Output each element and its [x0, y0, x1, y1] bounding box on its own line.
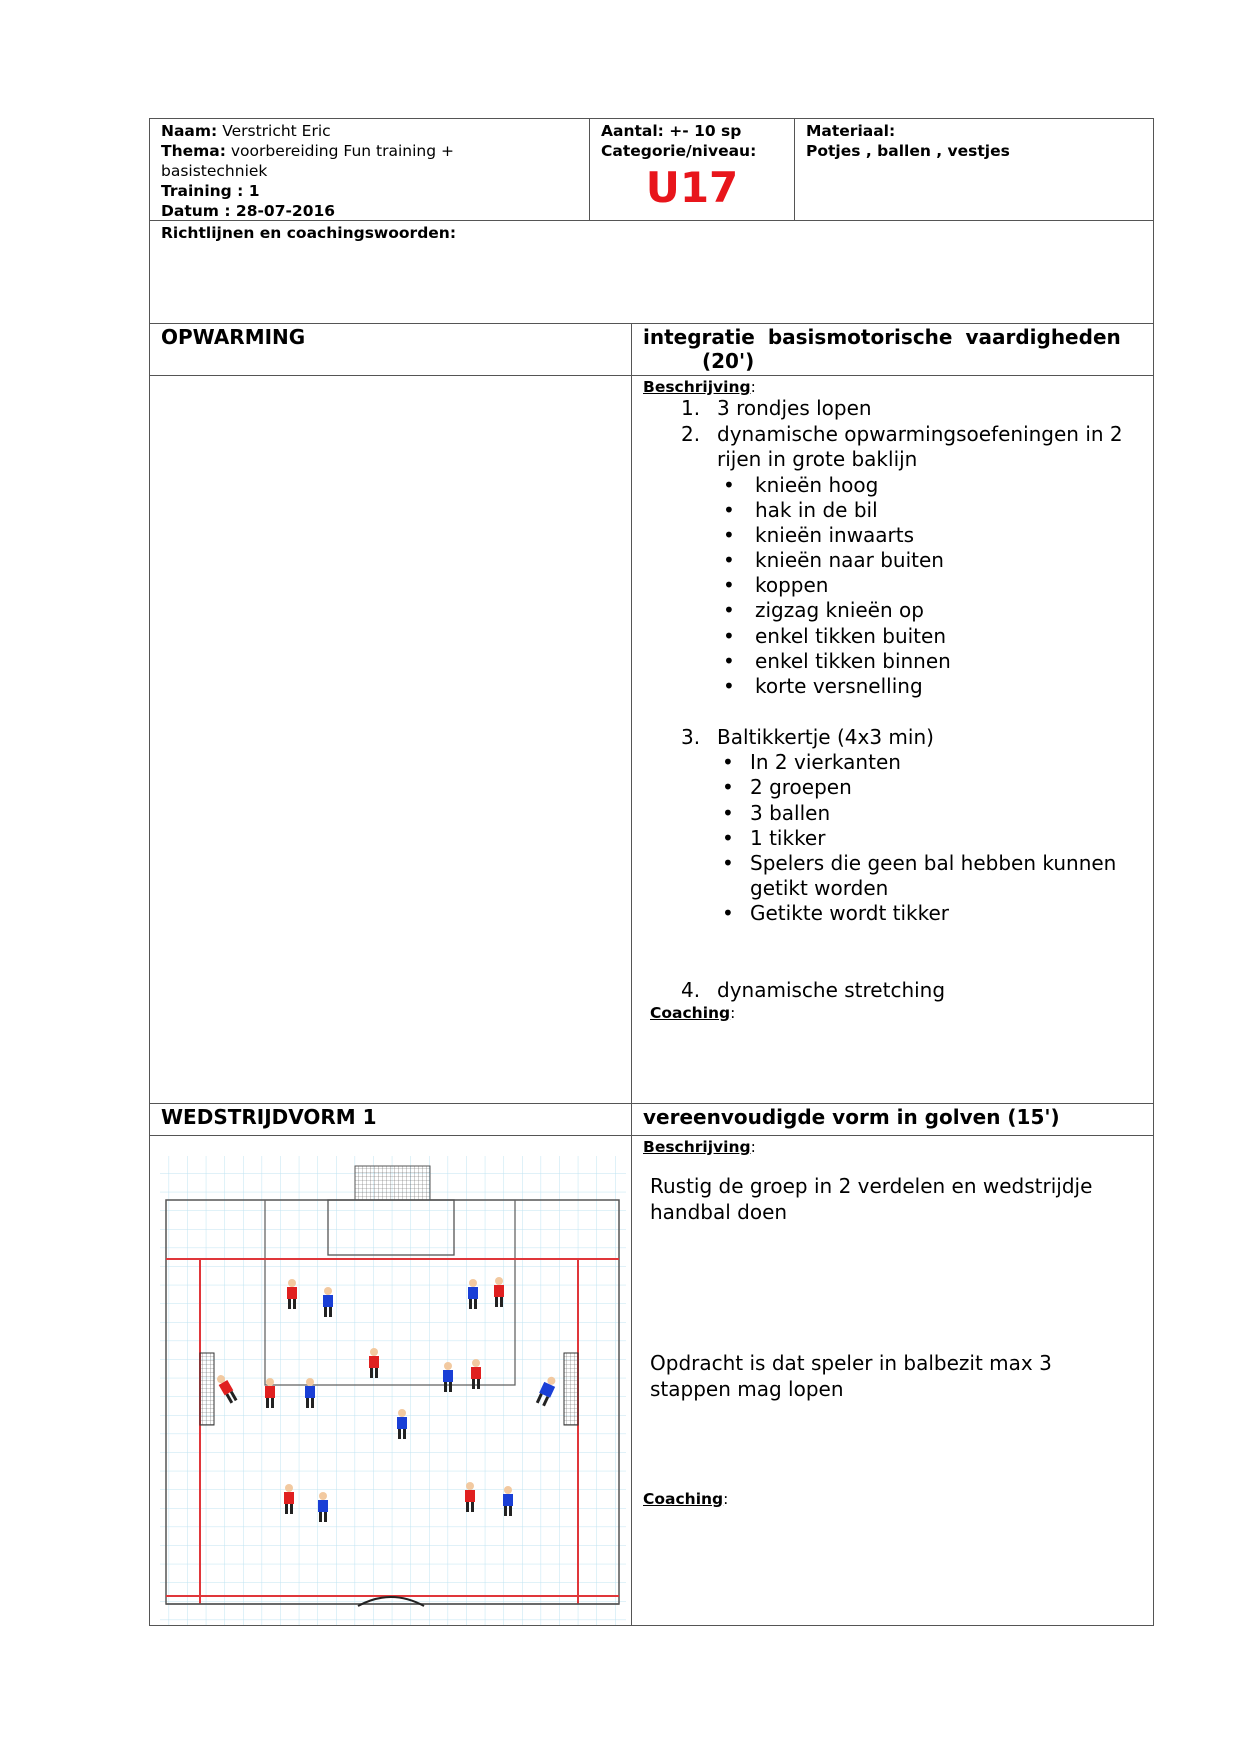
top-goal [355, 1166, 430, 1200]
bullet-text: 1 tikker [750, 825, 826, 850]
wedstrijdvorm-subtitle: vereenvoudigde vorm in golven (15') [643, 1105, 1060, 1129]
niveau: U17 [645, 163, 739, 212]
materiaal-cell [794, 118, 1154, 221]
diagram-cell [149, 1135, 632, 1626]
colon: : [730, 1004, 736, 1022]
bullet-item: • enkel tikken buiten [723, 623, 947, 648]
bullet-text: enkel tikken binnen [755, 648, 951, 673]
naam-label: Naam: [161, 122, 218, 140]
bullet-text: koppen [755, 573, 829, 598]
opwarming-content-cell [631, 375, 1154, 1104]
bullet-item: • Spelers die geen bal hebben kunnen [722, 850, 1117, 875]
instruction-line: Opdracht is dat speler in balbezit max 3 [650, 1351, 1052, 1375]
bullet-text: knieën naar buiten [755, 548, 944, 573]
item-number: 4. [681, 977, 701, 1002]
bullet-item: • knieën naar buiten [723, 548, 944, 573]
colon: : [723, 1490, 729, 1508]
list-item [632, 447, 1155, 473]
beschrijving-label: Beschrijving [643, 1138, 751, 1156]
datum: Datum : 28-07-2016 [161, 202, 336, 220]
bullet-text: Spelers die geen bal hebben kunnen [750, 850, 1117, 875]
beschrijving-label: Beschrijving [643, 378, 751, 396]
colon: : [750, 378, 756, 396]
left-goal [200, 1353, 214, 1425]
bullet-item: • 3 ballen [722, 800, 831, 825]
bullet-text: Getikte wordt tikker [750, 901, 950, 926]
training-sheet [149, 118, 1154, 1626]
bullet-text: 3 ballen [750, 800, 831, 825]
categorie: Categorie/niveau: [601, 142, 757, 160]
opwarming-left-cell [149, 375, 632, 1104]
list-item [632, 422, 1155, 448]
handball-field-diagram [150, 1136, 631, 1625]
item-text: rijen in grote baklijn [717, 447, 918, 471]
bullet-item-cont [632, 876, 1155, 901]
wedstrijdvorm-content-cell [631, 1135, 1154, 1626]
description-line: Rustig de groep in 2 verdelen en wedstrijdje [650, 1174, 1093, 1198]
bullet-item: • knieën inwaarts [723, 522, 915, 547]
richtlijnen-cell [149, 220, 1154, 324]
thema-label: Thema: [161, 142, 226, 160]
bullet-text: enkel tikken buiten [755, 623, 947, 648]
bullet-item: • Getikte wordt tikker [722, 901, 950, 926]
coaching-label: Coaching [650, 1004, 731, 1022]
item-text: 3 rondjes lopen [717, 396, 872, 420]
list-item [632, 725, 1155, 751]
opwarming-duration: (20') [702, 349, 755, 373]
bullet-item: • korte versnelling [723, 674, 923, 698]
opwarming-subtitle-cell [631, 323, 1154, 376]
colon: : [750, 1138, 756, 1156]
thema-value-cont: basistechniek [161, 162, 268, 180]
opwarming-title-cell [149, 323, 632, 376]
materiaal-value: Potjes , ballen , vestjes [806, 142, 1010, 160]
list-item [632, 396, 1155, 422]
opwarming-subtitle: integratie basismotorische vaardigheden [643, 325, 1121, 349]
right-goal [564, 1353, 578, 1425]
item-text: Baltikkertje (4x3 min) [717, 724, 934, 749]
bullet-text: knieën hoog [755, 472, 879, 497]
instruction-line: stappen mag lopen [650, 1376, 844, 1401]
item-text: dynamische stretching [717, 977, 946, 1002]
list-item [632, 978, 1155, 1004]
aantal-cell [589, 118, 795, 221]
bullet-text: 2 groepen [750, 775, 852, 800]
bullet-text: hak in de bil [755, 497, 878, 522]
wedstrijdvorm-subtitle-cell [631, 1103, 1154, 1136]
thema-value: voorbereiding Fun training + [230, 142, 454, 160]
materiaal-label: Materiaal: [806, 122, 896, 140]
bullet-list [632, 750, 1155, 926]
opwarming-title: OPWARMING [161, 325, 306, 349]
description-line: handbal doen [650, 1199, 788, 1224]
bullet-item: • koppen [723, 573, 829, 598]
training-number: Training : 1 [161, 182, 260, 200]
naam-value: Verstricht Eric [222, 122, 331, 140]
item-number: 3. [681, 724, 701, 749]
richtlijnen-label: Richtlijnen en coachingswoorden: [161, 224, 457, 242]
item-text: dynamische opwarmingsoefeningen in 2 [717, 421, 1123, 446]
info-cell [149, 118, 590, 221]
bullet-item: • hak in de bil [723, 497, 878, 522]
coaching-label: Coaching [643, 1490, 724, 1508]
bullet-item: • 2 groepen [722, 775, 852, 800]
bullet-item: • zigzag knieën op [723, 598, 924, 623]
wedstrijdvorm-title: WEDSTRIJDVORM 1 [161, 1105, 377, 1129]
bullet-text: knieën inwaarts [755, 522, 915, 547]
bullet-item: • In 2 vierkanten [722, 750, 901, 775]
item-number: 2. [681, 421, 701, 446]
wedstrijdvorm-title-cell [149, 1103, 632, 1136]
item-number: 1. [681, 396, 701, 420]
bullet-item: • enkel tikken binnen [723, 648, 951, 673]
bullet-list [632, 473, 1155, 700]
bullet-item: • 1 tikker [722, 825, 826, 850]
bullet-text: In 2 vierkanten [750, 750, 901, 775]
bullet-text: korte versnelling [755, 674, 923, 698]
bullet-item: • knieën hoog [723, 472, 879, 497]
bullet-text: zigzag knieën op [755, 598, 924, 623]
bullet-text: getikt worden [750, 876, 889, 901]
aantal: Aantal: +- 10 sp [601, 122, 742, 140]
